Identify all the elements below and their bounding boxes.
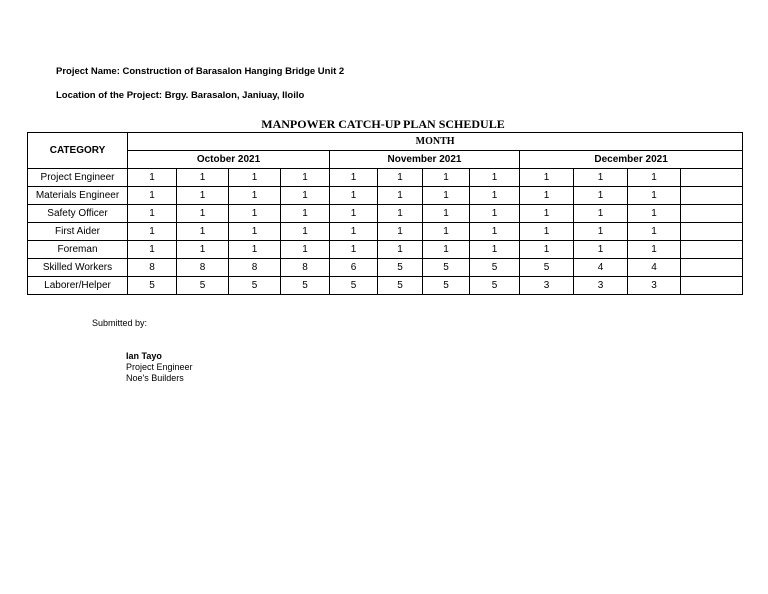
count-cell: 5: [423, 277, 470, 295]
count-cell: 1: [574, 205, 628, 223]
count-cell: 1: [574, 187, 628, 205]
count-cell: 4: [628, 259, 681, 277]
count-cell: 1: [470, 223, 520, 241]
count-cell: 1: [470, 187, 520, 205]
count-cell: 5: [330, 277, 378, 295]
count-cell: 5: [378, 277, 423, 295]
table-row: [28, 277, 743, 295]
count-cell: 1: [229, 223, 281, 241]
count-cell: 1: [177, 223, 229, 241]
category-cell: Safety Officer: [28, 205, 128, 223]
count-cell: 1: [229, 241, 281, 259]
table-row: [28, 187, 743, 205]
count-cell: 1: [628, 169, 681, 187]
count-cell: 1: [177, 205, 229, 223]
month-october: October 2021: [128, 151, 330, 169]
count-cell: 5: [281, 277, 330, 295]
count-cell: 1: [520, 187, 574, 205]
submitted-by-label: Submitted by:: [92, 318, 148, 328]
count-cell: 1: [520, 205, 574, 223]
count-cell: 1: [128, 205, 177, 223]
count-cell: 1: [330, 223, 378, 241]
month-header: MONTH: [128, 133, 743, 151]
count-cell: 1: [330, 169, 378, 187]
count-cell: 1: [628, 241, 681, 259]
table-row: [28, 241, 743, 259]
count-cell: 1: [574, 241, 628, 259]
count-cell: 1: [281, 169, 330, 187]
count-cell: 5: [229, 277, 281, 295]
count-cell: 1: [229, 169, 281, 187]
month-december: December 2021: [520, 151, 743, 169]
count-cell: 1: [128, 241, 177, 259]
project-location: Location of the Project: Brgy. Barasalon, Janiuay, Iloilo: [56, 90, 305, 101]
count-cell: 1: [330, 187, 378, 205]
project-name: Project Name: Construction of Barasalon Hanging Bridge Unit 2: [56, 66, 345, 77]
signer-company: Noe's Builders: [126, 373, 184, 383]
count-cell: 1: [177, 241, 229, 259]
count-cell: 1: [628, 223, 681, 241]
count-cell: 5: [520, 259, 574, 277]
count-cell: [681, 241, 743, 259]
count-cell: 5: [470, 259, 520, 277]
count-cell: 1: [378, 187, 423, 205]
count-cell: 1: [470, 205, 520, 223]
count-cell: 1: [128, 187, 177, 205]
count-cell: 3: [520, 277, 574, 295]
count-cell: 8: [128, 259, 177, 277]
count-cell: 1: [281, 187, 330, 205]
count-cell: 1: [628, 205, 681, 223]
count-cell: 1: [520, 223, 574, 241]
category-header: CATEGORY: [28, 133, 128, 169]
count-cell: 1: [128, 169, 177, 187]
count-cell: 1: [423, 241, 470, 259]
category-cell: Skilled Workers: [28, 259, 128, 277]
count-cell: 1: [330, 241, 378, 259]
manpower-schedule-table: [27, 132, 743, 295]
count-cell: 1: [378, 223, 423, 241]
count-cell: [681, 259, 743, 277]
category-cell: Project Engineer: [28, 169, 128, 187]
table-row: [28, 223, 743, 241]
count-cell: [681, 169, 743, 187]
count-cell: 8: [177, 259, 229, 277]
count-cell: 1: [423, 169, 470, 187]
count-cell: 1: [520, 241, 574, 259]
count-cell: 1: [378, 169, 423, 187]
count-cell: 1: [520, 169, 574, 187]
count-cell: 1: [628, 187, 681, 205]
month-november: November 2021: [330, 151, 520, 169]
category-cell: Foreman: [28, 241, 128, 259]
count-cell: 1: [423, 223, 470, 241]
category-cell: First Aider: [28, 223, 128, 241]
count-cell: 5: [423, 259, 470, 277]
count-cell: 1: [281, 205, 330, 223]
count-cell: [681, 223, 743, 241]
table-row: [28, 169, 743, 187]
count-cell: 3: [574, 277, 628, 295]
count-cell: 8: [281, 259, 330, 277]
count-cell: 5: [378, 259, 423, 277]
count-cell: 3: [628, 277, 681, 295]
count-cell: 1: [470, 241, 520, 259]
count-cell: 5: [128, 277, 177, 295]
count-cell: 1: [229, 187, 281, 205]
count-cell: 5: [470, 277, 520, 295]
count-cell: 1: [423, 187, 470, 205]
signer-title: Project Engineer: [126, 362, 193, 372]
count-cell: 6: [330, 259, 378, 277]
count-cell: 1: [177, 169, 229, 187]
category-cell: Laborer/Helper: [28, 277, 128, 295]
table-row: [28, 205, 743, 223]
table-row: [28, 259, 743, 277]
count-cell: 1: [470, 169, 520, 187]
count-cell: 1: [330, 205, 378, 223]
count-cell: [681, 277, 743, 295]
count-cell: 1: [423, 205, 470, 223]
count-cell: 1: [128, 223, 177, 241]
count-cell: 1: [378, 205, 423, 223]
category-cell: Materials Engineer: [28, 187, 128, 205]
count-cell: 1: [177, 187, 229, 205]
count-cell: 1: [574, 169, 628, 187]
schedule-title: MANPOWER CATCH-UP PLAN SCHEDULE: [261, 117, 505, 131]
count-cell: 1: [281, 223, 330, 241]
count-cell: [681, 205, 743, 223]
count-cell: 1: [281, 241, 330, 259]
signer-name: Ian Tayo: [126, 351, 162, 361]
count-cell: 1: [229, 205, 281, 223]
count-cell: 1: [574, 223, 628, 241]
count-cell: 8: [229, 259, 281, 277]
count-cell: 4: [574, 259, 628, 277]
count-cell: 1: [378, 241, 423, 259]
count-cell: [681, 187, 743, 205]
count-cell: 5: [177, 277, 229, 295]
